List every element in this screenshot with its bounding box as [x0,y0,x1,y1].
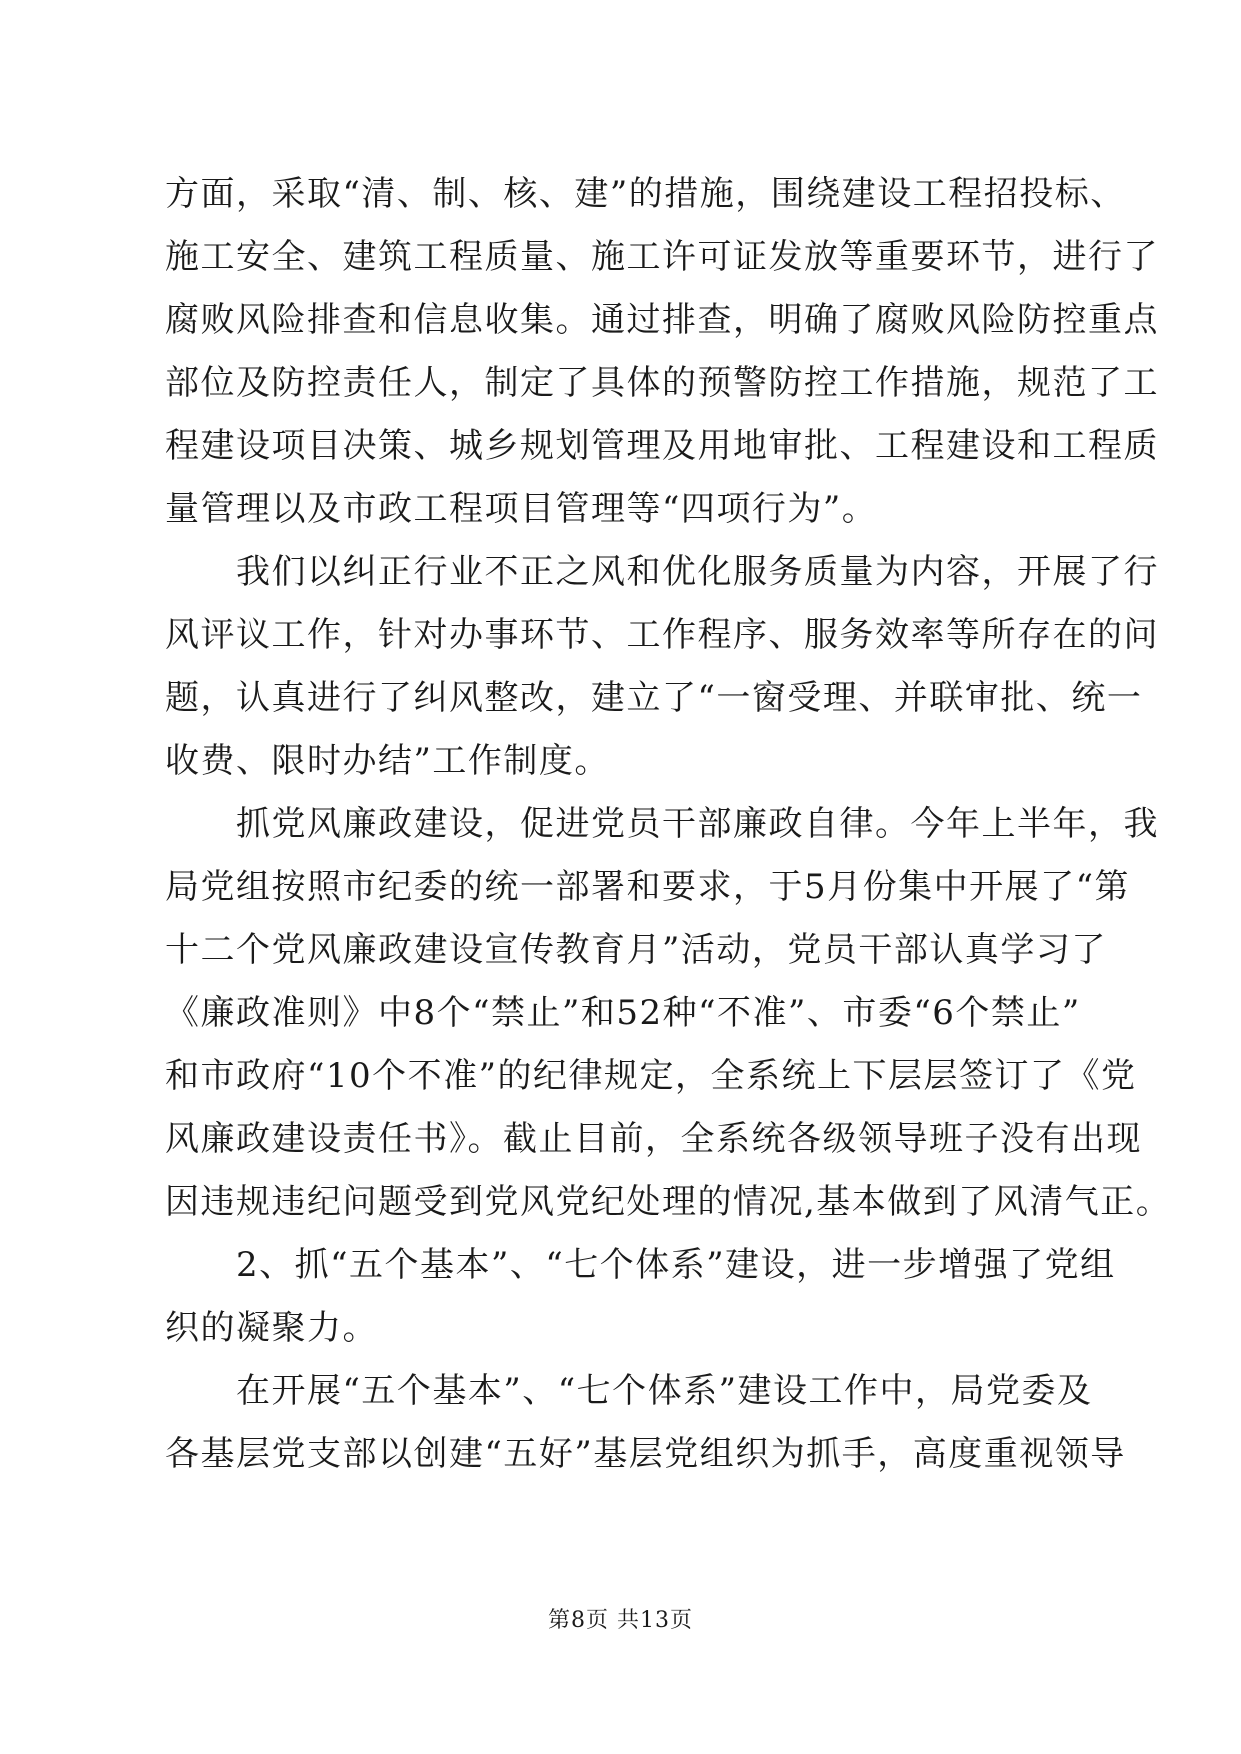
text-line: 题，认真进行了纠风整改，建立了“一窗受理、并联审批、统一 [165,678,1143,718]
text-line: 方面，采取“清、制、核、建”的措施，围绕建设工程招投标、 [165,174,1126,214]
text-line: 量管理以及市政工程项目管理等“四项行为”。 [165,489,878,529]
text-line: 和市政府“10个不准”的纪律规定，全系统上下层层签订了《党 [165,1056,1137,1096]
text-line: 织的凝聚力。 [165,1308,378,1348]
text-line: 我们以纠正行业不正之风和优化服务质量为内容，开展了行 [165,552,1159,592]
text-line: 程建设项目决策、城乡规划管理及用地审批、工程建设和工程质 [165,426,1159,466]
text-line: 因违规违纪问题受到党风党纪处理的情况,基本做到了风清气正。 [165,1182,1172,1222]
text-line: 收费、限时办结”工作制度。 [165,741,610,781]
text-line: 腐败风险排查和信息收集。通过排查，明确了腐败风险防控重点 [165,300,1159,340]
text-line: 局党组按照市纪委的统一部署和要求，于5月份集中开展了“第 [165,867,1131,907]
text-line: 十二个党风廉政建设宣传教育月”活动，党员干部认真学习了 [165,930,1107,970]
text-line: 施工安全、建筑工程质量、施工许可证发放等重要环节，进行了 [165,237,1159,277]
page-number-footer: 第8页 共13页 [548,1608,693,1633]
text-line: 部位及防控责任人，制定了具体的预警防控工作措施，规范了工 [165,363,1159,403]
text-line: 风廉政建设责任书》。截止目前，全系统各级领导班子没有出现 [165,1119,1142,1159]
text-line: 各基层党支部以创建“五好”基层党组织为抓手，高度重视领导 [165,1434,1126,1474]
text-line: 2、抓“五个基本”、“七个体系”建设，进一步增强了党组 [165,1245,1116,1285]
text-line: 风评议工作，针对办事环节、工作程序、服务效率等所存在的问 [165,615,1159,655]
text-line: 《廉政准则》中8个“禁止”和52种“不准”、市委“6个禁止” [165,993,1081,1033]
text-line: 抓党风廉政建设，促进党员干部廉政自律。今年上半年，我 [165,804,1159,844]
text-line: 在开展“五个基本”、“七个体系”建设工作中，局党委及 [165,1371,1093,1411]
